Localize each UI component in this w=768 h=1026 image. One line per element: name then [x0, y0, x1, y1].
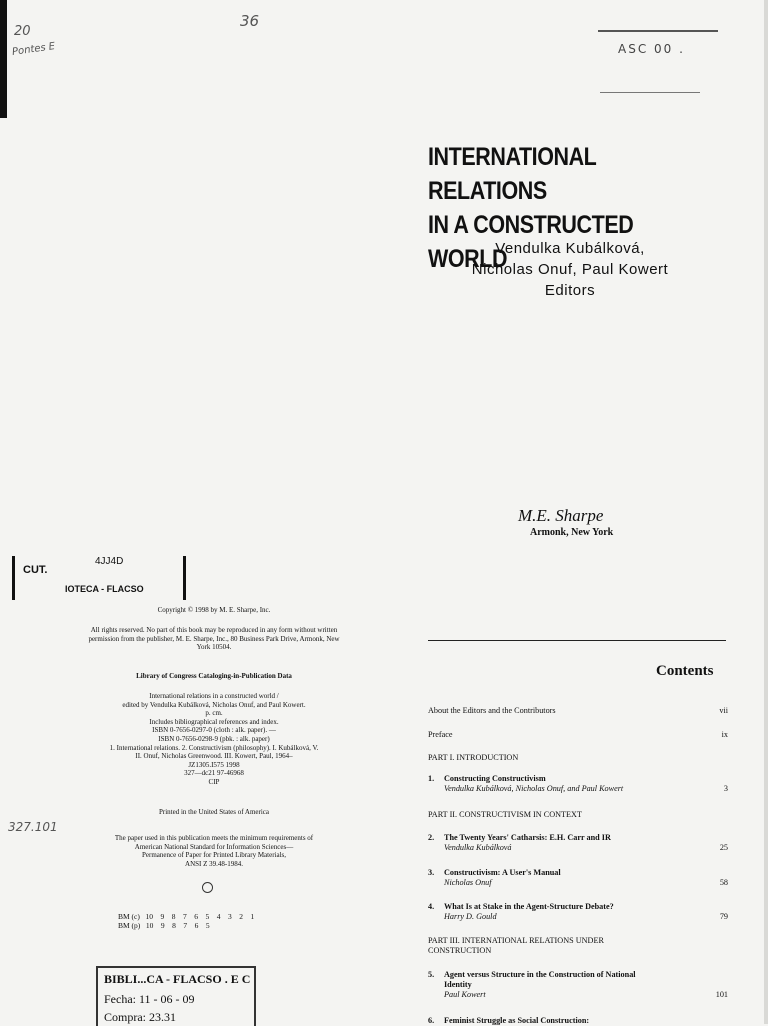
toc-chapter-author: Vendulka Kubálková — [444, 843, 512, 852]
recycle-icon — [202, 882, 213, 893]
cip-line: CIP — [208, 777, 220, 786]
toc-entry-title: Preface — [428, 730, 453, 739]
toc-chapter-title: The Twenty Years' Catharsis: E.H. Carr and IR — [444, 833, 611, 842]
toc-chapter-title: Feminist Struggle as Social Construction: — [444, 1016, 590, 1025]
toc-page-number: 58 — [719, 878, 728, 887]
publisher-city: Armonk, New York — [530, 527, 614, 538]
toc-page-number: 101 — [715, 990, 728, 999]
toc-chapter-number: 5. — [428, 970, 435, 979]
cip-line: edited by Vendulka Kubálková, Nicholas Onuf, and Paul Kowert. — [122, 700, 306, 709]
stamp-library: IOTECA - FLACSO — [65, 584, 144, 594]
handwritten-note: Pontes E — [11, 41, 56, 58]
title-line-2: IN A CONSTRUCTED WORLD — [428, 211, 634, 273]
toc-page-number: 79 — [719, 912, 728, 921]
cip-line: 1. International relations. 2. Constructivism (philosophy). I. Kubálková, V. — [109, 743, 319, 752]
rights-statement: All rights reserved. No part of this book may be reproduced in any form without written permission from the publisher, M. E. Sharpe, Inc., 80 Business Park Drive, Armonk, New York 10504. — [88, 626, 340, 652]
toc-entry — [428, 868, 728, 888]
handwritten-number: 20 — [14, 24, 31, 39]
page-edge-bar — [0, 0, 7, 118]
cip-line: p. cm. — [205, 709, 223, 718]
paper-statement — [86, 834, 342, 868]
toc-entry — [428, 833, 728, 853]
cip-line: II. Onuf, Nicholas Greenwood. III. Kowert, Paul, 1964– — [135, 752, 293, 761]
toc-entry — [428, 1016, 728, 1026]
contents-heading: Contents — [656, 663, 714, 679]
title-line-1: INTERNATIONAL RELATIONS — [428, 143, 596, 205]
paper-line: Permanence of Paper for Printed Library Materials, — [141, 851, 287, 860]
stamp-bottom-library: BIBLI...CA - FLACSO . E C — [104, 972, 251, 986]
toc-page-number: 25 — [719, 843, 728, 852]
toc-chapter-title: Constructing Constructivism — [444, 774, 546, 783]
toc-entry-title: About the Editors and the Contributors — [428, 706, 556, 715]
corner-stamp-line-2 — [600, 92, 700, 93]
cip-line: JZ1305.I575 1998 — [188, 760, 240, 769]
toc-chapter-number: 3. — [428, 868, 435, 877]
toc-chapter-title: Constructivism: A User's Manual — [444, 868, 561, 877]
toc-chapter-author: Nicholas Onuf — [444, 878, 492, 887]
corner-stamp-line — [598, 30, 718, 32]
cip-line: Includes bibliographical references and index. — [149, 717, 279, 726]
printing-line-row: BM (c) 10 9 8 7 6 5 4 3 2 1 — [118, 912, 255, 921]
toc-chapter-title: Agent versus Structure in the Construction of National Identity — [444, 970, 636, 989]
cip-line: ISBN 0-7656-0298-9 (pbk. : alk. paper) — [158, 734, 270, 743]
handwritten-top-number: 36 — [240, 12, 260, 30]
toc-chapter-number: 1. — [428, 774, 435, 783]
toc-part-heading — [428, 810, 728, 820]
toc-part-title: PART III. INTERNATIONAL RELATIONS UNDER CONSTRUCTION — [428, 936, 604, 955]
stamp-number: 4JJ4D — [95, 556, 124, 567]
toc-entry — [428, 730, 728, 740]
toc-page-number: 3 — [723, 784, 728, 793]
stamp-cut: CUT. — [23, 564, 48, 576]
page-right-edge — [764, 0, 768, 1024]
toc-page-number: ix — [721, 730, 728, 739]
book-editors — [420, 238, 720, 301]
editors-label: Editors — [544, 282, 596, 299]
copyright-line: Copyright © 1998 by M. E. Sharpe, Inc. — [157, 606, 271, 614]
toc-entry — [428, 706, 728, 716]
contents-rule — [428, 640, 726, 641]
author-line-1: Vendulka Kubálková, — [495, 240, 645, 257]
toc-chapter-author: Harry D. Gould — [444, 912, 497, 921]
toc-part-title: PART II. CONSTRUCTIVISM IN CONTEXT — [428, 810, 582, 819]
printed-line: Printed in the United States of America — [158, 808, 270, 816]
toc-chapter-number: 4. — [428, 902, 435, 911]
author-line-2: Nicholas Onuf, Paul Kowert — [471, 261, 669, 278]
publisher-logo: M.E. Sharpe — [518, 506, 604, 525]
handwritten-margin-number: 327.101 — [8, 820, 58, 834]
paper-line: American National Standard for Information Sciences— — [134, 842, 294, 851]
toc-chapter-number: 6. — [428, 1016, 435, 1025]
toc-part-heading — [428, 936, 728, 956]
corner-stamp — [598, 26, 738, 96]
cip-line: 327—dc21 97-46968 — [184, 769, 244, 778]
paper-line: ANSI Z 39.48-1984. — [185, 859, 243, 868]
toc-page-number: vii — [719, 706, 728, 715]
toc-chapter-author: Paul Kowert — [444, 990, 486, 999]
library-stamp-bottom — [96, 966, 256, 1026]
cip-heading: Library of Congress Cataloging-in-Publication Data — [136, 672, 292, 680]
toc-chapter-number: 2. — [428, 833, 435, 842]
printing-line-row: BM (p) 10 9 8 7 6 5 — [118, 921, 210, 930]
toc-entry — [428, 902, 728, 922]
stamp-bottom-purchase: Compra: 23.31 — [104, 1010, 176, 1024]
corner-stamp-text: ASC 00 . — [618, 42, 685, 56]
toc-entry — [428, 774, 728, 794]
printing-line — [118, 912, 318, 930]
toc-chapter-author: Vendulka Kubálková, Nicholas Onuf, and Paul Kowert — [444, 784, 624, 793]
stamp-bottom-date: Fecha: 11 - 06 - 09 — [104, 992, 195, 1006]
cip-line: International relations in a constructed world / — [149, 692, 279, 700]
paper-line: The paper used in this publication meets the minimum requirements of — [114, 834, 314, 842]
cip-block — [86, 692, 342, 787]
toc-entry — [428, 970, 728, 1000]
toc-part-title: PART I. INTRODUCTION — [428, 753, 519, 762]
cip-line: ISBN 0-7656-0297-0 (cloth : alk. paper). — — [152, 726, 276, 735]
toc-chapter-title: What Is at Stake in the Agent-Structure Debate? — [444, 902, 614, 911]
library-stamp-top — [12, 556, 186, 600]
toc-part-heading — [428, 753, 728, 763]
